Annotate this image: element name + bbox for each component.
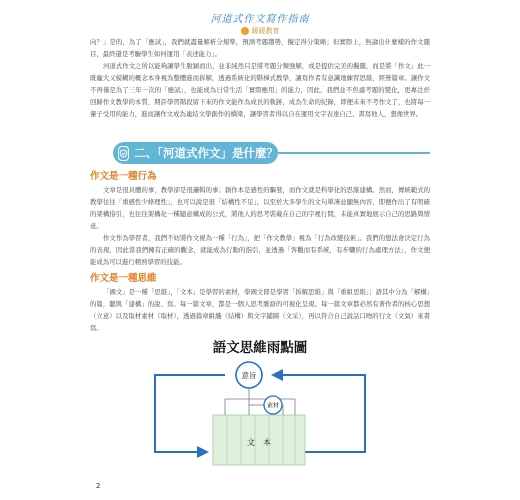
intent-node-label: 意旨 bbox=[241, 371, 257, 380]
thinking-diagram bbox=[145, 357, 375, 467]
behavior-paragraph-1: 文章是很具體的事，教學卻是很邏輯的事；創作本是感性的驅發，而作文就是科學化的思維建構。然而，傳統範式的教學往往「重感性少條理性」，也可以說是很「結構性不足」，以至於大多學生的文句單薄並顯無內容，即便作出了有明確的架構指引，也往往架構化一種隨意構成的公式，將他人的思考裝載在自己的字裡行間，未能真實地展示自己的思路與情意。 bbox=[90, 186, 430, 230]
thinking-paragraph-1: 「國文」是一種「思維」，「文本」是學習的素材，學國文即是學習「拆解思維」與「重組思維」；語其中分為「解構」的篇，聽與「建構」的說、寫。每一篇文章，都是一個人思考脈絡的可視化呈現。每一篇文章都必然有著作者的核心思想（立意）以及取材素材（取材），透過篇章組織（結構）與文字鋪陳（文采），再以符合自己說話口吻的行文（文氣）來書寫。 bbox=[90, 288, 430, 332]
running-header bbox=[0, 10, 520, 36]
behavior-paragraph-2: 作文作為學習者，我們不妨將作文視為一種「行為」，把「作文教學」視為「行為改變技術」。我們的想法會決定行為的表現，因此當我們擁有正確的觀念，就能成為行動的指引，並透過「客觀而有系統，有步驟的行為處理方法」，作文便能成為可以進行精熟學習的技能。 bbox=[90, 234, 430, 266]
text-node-label: 文 本 bbox=[247, 438, 271, 447]
brand-logo-icon bbox=[241, 27, 249, 35]
intro-paragraph-1: 向？」是的，為了「應試」，我們就盡量解析分規準，預測考題趨勢，擬定得分策略；但實際上，無論出什麼樣的作文題目，最終還是考驗學生如何運用「表述能力」。 bbox=[90, 38, 430, 58]
brand-name: 暖暖教育 bbox=[251, 27, 280, 35]
page-number: 2 bbox=[96, 482, 101, 490]
tree-connectors bbox=[225, 388, 295, 415]
section-banner bbox=[113, 142, 278, 164]
publisher-brand bbox=[0, 26, 520, 36]
section-title: 二、「河道式作文」是什麼？ bbox=[134, 146, 278, 160]
subheading-behavior: 作文是一種行為 bbox=[90, 171, 157, 182]
subheading-thinking: 作文是一種思維 bbox=[90, 273, 157, 284]
book-title: 河道式作文寫作指南 bbox=[210, 14, 310, 25]
shield-icon bbox=[118, 146, 129, 161]
diagram-title: 語文思維雨點圖 bbox=[212, 340, 308, 356]
intro-paragraph-2: 河道式作文之所以能夠讓學生脫穎而出，並非純然只是將考題分類強解，或是提供完美的擬題，而是將「作文」此一既龐大又模糊的概念本身視為整體進而拆解，透過系統化的階梯式教學，讓寫作者有意識地練習思維，經營篇章。讓作文不再僅是為了三年一次的「應試」，也能成為日常生活「實際應用」的能力，因此，我們並不焦慮考題的變化，更專注於回歸作文教學的本質，期許學習階段留下來的作文能作為成長的軌跡，成為生命的紀錄，即便未來不考作文了，也將每一輩子受用的能力，進而讓作文成為連結文學創作的橋梁，讓學習者得以自在運用文字表達自己、書寫他人，想像世界。 bbox=[90, 62, 430, 118]
material-node-label: 素材 bbox=[266, 402, 280, 410]
section-rule bbox=[278, 152, 430, 154]
